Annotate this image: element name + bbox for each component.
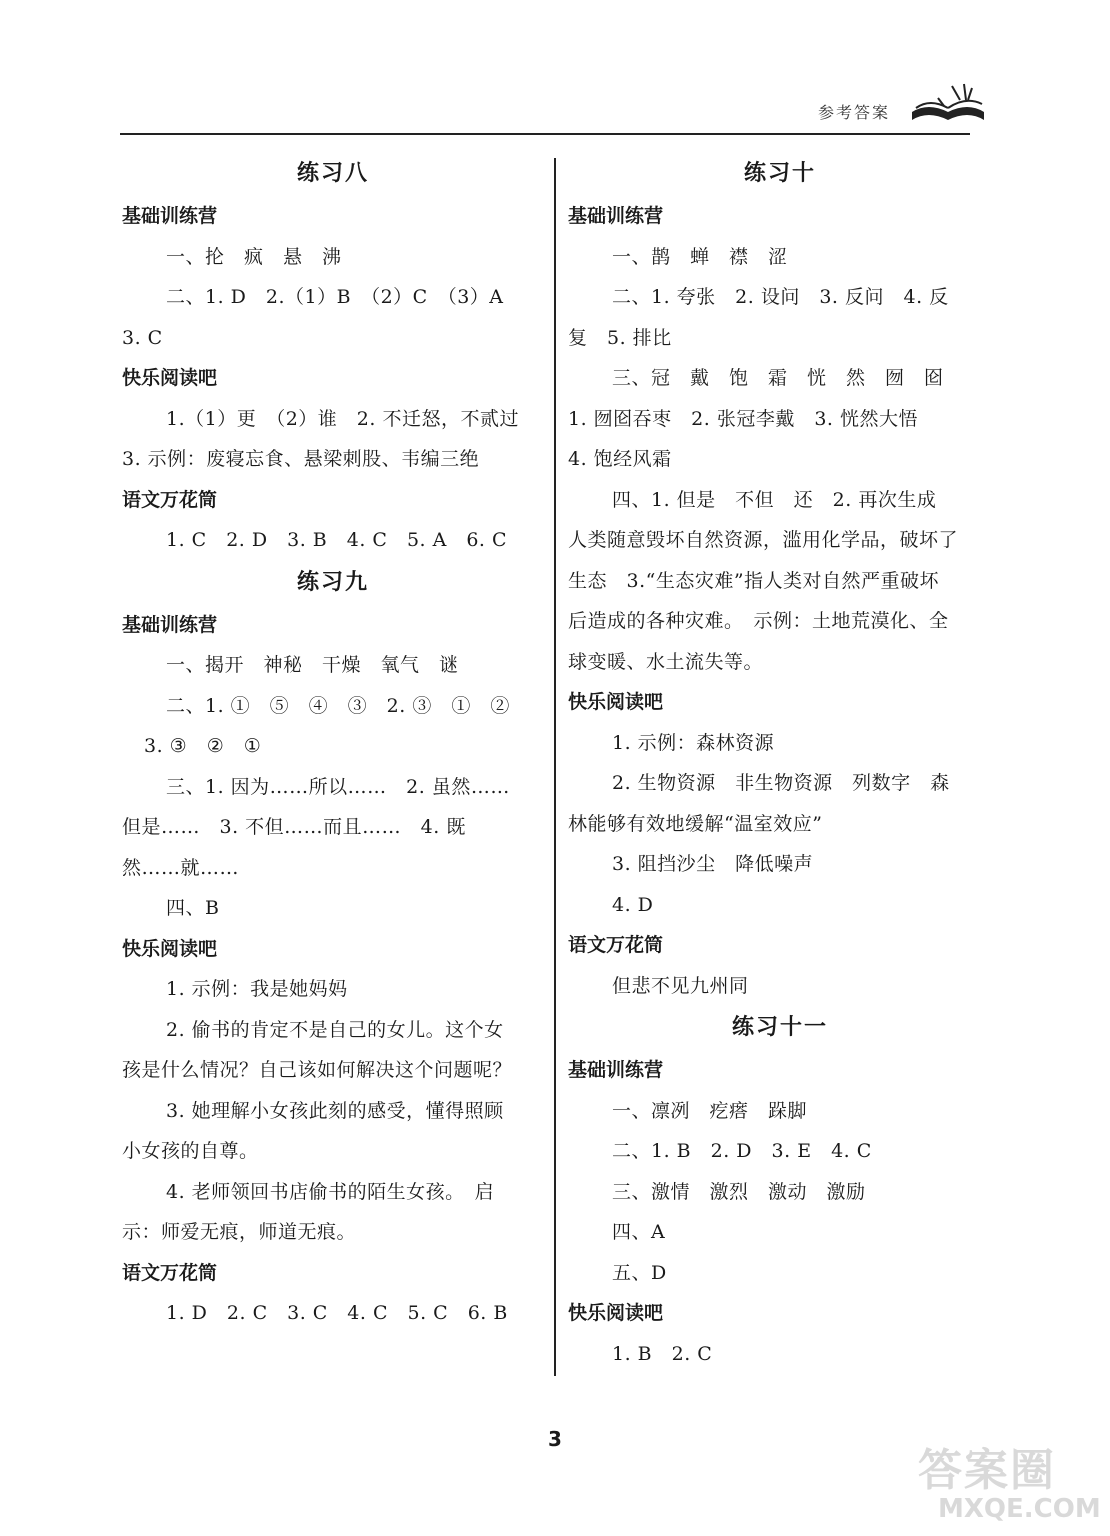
answer-line: 人类随意毁坏自然资源，滥用化学品，破坏了 — [568, 529, 959, 551]
answer-line: 1.（1）更 （2）谁 2. 不迁怒，不贰过 — [166, 407, 519, 430]
subsection-heading: 基础训练营 — [122, 613, 218, 636]
answer-line: 球变暖、水土流失等。 — [568, 650, 764, 673]
subsection-heading: 基础训练营 — [568, 205, 664, 227]
answer-line: 1. B 2. C — [612, 1342, 713, 1365]
right-column — [568, 152, 992, 1374]
answer-line: 二、1. ① ⑤ ④ ③ 2. ③ ① ② — [166, 694, 510, 717]
answer-line: 然……就…… — [122, 856, 240, 879]
section-title: 练习十 — [743, 161, 816, 186]
subsection-heading: 语文万花筒 — [122, 1261, 218, 1284]
answer-line: 1. 囫囵吞枣 2. 张冠李戴 3. 恍然大悟 — [568, 407, 919, 430]
answer-line: 一、鹊 蝉 襟 涩 — [612, 245, 788, 268]
answer-line: 但是…… 3. 不但……而且…… 4. 既 — [122, 816, 466, 838]
answer-line: 五、D — [612, 1261, 667, 1284]
answer-line: 1. 示例：我是她妈妈 — [166, 978, 348, 1000]
answer-line: 生态 3.“生态灾难”指人类对自然严重破坏 — [568, 569, 940, 592]
answer-line: 林能够有效地缓解“温室效应” — [568, 812, 823, 835]
answer-line: 四、B — [166, 897, 220, 919]
answer-line: 3. 她理解小女孩此刻的感受，懂得照顾 — [166, 1099, 504, 1122]
answer-line: 2. 生物资源 非生物资源 列数字 森 — [612, 772, 950, 794]
subsection-heading: 基础训练营 — [122, 205, 218, 227]
answer-line: 但悲不见九州同 — [612, 974, 749, 997]
subsection-heading: 语文万花筒 — [568, 934, 664, 956]
header-rule — [120, 133, 970, 135]
answer-line: 一、揭开 神秘 干燥 氧气 谜 — [166, 654, 459, 676]
subsection-heading: 快乐阅读吧 — [122, 937, 218, 960]
answer-line: 示：师爱无痕，师道无痕。 — [122, 1221, 357, 1243]
left-column — [122, 152, 544, 1334]
answer-line: 四、1. 但是 不但 还 2. 再次生成 — [612, 488, 937, 511]
answer-line: 一、凛冽 疙瘩 跺脚 — [612, 1099, 808, 1122]
answer-line: 1. C 2. D 3. B 4. C 5. A 6. C — [166, 529, 508, 551]
section-title: 练习九 — [296, 569, 369, 595]
answer-line: 3. 示例：废寝忘食、悬梁刺股、韦编三绝 — [122, 448, 480, 470]
header-label: 参考答案 — [818, 103, 891, 122]
answer-line: 二、1. 夸张 2. 设问 3. 反问 4. 反 — [612, 286, 949, 308]
section-title: 练习十一 — [731, 1015, 828, 1040]
column-divider — [554, 158, 556, 1376]
answer-line: 后造成的各种灾难。 示例：土地荒漠化、全 — [568, 610, 949, 632]
answer-line: 3. ③ ② ① — [144, 735, 262, 757]
answer-line: 三、激情 激烈 激动 激励 — [612, 1180, 866, 1203]
subsection-heading: 快乐阅读吧 — [122, 367, 218, 389]
answer-line: 复 5. 排比 — [568, 326, 672, 349]
subsection-heading: 语文万花筒 — [122, 488, 218, 511]
answer-line: 4. 老师领回书店偷书的陌生女孩。 启 — [166, 1180, 495, 1203]
answer-line: 四、A — [612, 1221, 666, 1243]
answer-line: 4. D — [612, 893, 654, 916]
subsection-heading: 基础训练营 — [568, 1059, 664, 1081]
section-title: 练习八 — [296, 161, 369, 186]
answer-line: 3. 阻挡沙尘 降低噪声 — [612, 853, 814, 875]
answer-line: 一、抡 疯 悬 沸 — [166, 245, 342, 268]
watermark-logo-text: 答案圈 — [918, 1445, 1056, 1496]
answer-line: 二、1. D 2.（1）B （2）C （3）A — [166, 286, 504, 308]
answer-line: 3. C — [122, 326, 163, 349]
book-logo-icon — [908, 78, 988, 130]
answer-line: 二、1. B 2. D 3. E 4. C — [612, 1140, 872, 1162]
page-number: 3 — [548, 1427, 562, 1451]
answer-line: 1. D 2. C 3. C 4. C 5. C 6. B — [166, 1302, 508, 1324]
watermark-url: MXQE.COM — [938, 1494, 1101, 1524]
answer-line: 孩是什么情况？自己该如何解决这个问题呢？ — [122, 1059, 513, 1081]
answer-line: 4. 饱经风霜 — [568, 448, 672, 470]
answer-line: 2. 偷书的肯定不是自己的女儿。这个女 — [166, 1018, 504, 1041]
answer-line: 1. 示例：森林资源 — [612, 731, 775, 754]
answer-line: 小女孩的自尊。 — [122, 1140, 259, 1162]
subsection-heading: 快乐阅读吧 — [568, 691, 664, 713]
subsection-heading: 快乐阅读吧 — [568, 1302, 664, 1324]
answer-line: 三、1. 因为……所以…… 2. 虽然…… — [166, 775, 510, 798]
answer-line: 三、冠 戴 饱 霜 恍 然 囫 囵 — [612, 367, 944, 389]
